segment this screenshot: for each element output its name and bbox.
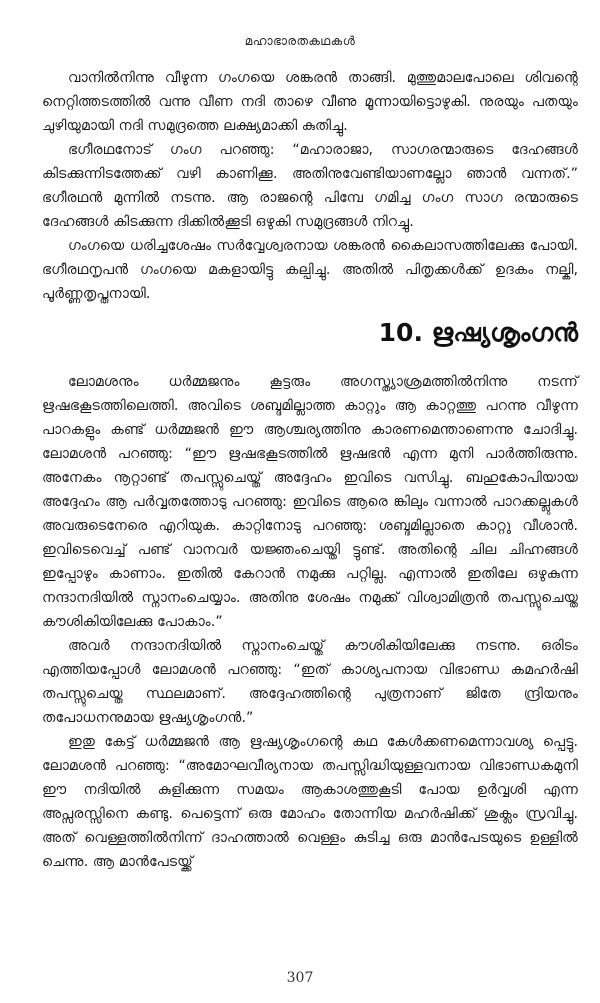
paragraph: അവർ നന്ദാനദിയിൽ സ്നാനംചെയ്ത് കൗശികിയിലേക്കു നടന്നു. ഒരിടം എത്തിയപ്പോൾ ലോമശൻ പറഞ്ഞു: “ഇത് കാശ്യപനായ വിഭാണ്ഡ കമഹർഷി തപസ്സുചെയ്ത സ്ഥലമാണ്. അദ്ദേഹത്തിന്റെ പുത്രനാണ് ജിതേ ന്ദ്രിയനും തപോധനനുമായ ഋഷ്യശൃംഗൻ.” — [42, 638, 578, 726]
page-number: 307 — [286, 970, 314, 986]
paragraph: ഭഗീരഥനോട് ഗംഗ പറഞ്ഞു: “മഹാരാജാ, സാഗരന്മാരുടെ ദേഹങ്ങൾ കിടക്കുന്നിടത്തേക്ക് വഴി കാണിക്കൂ. അതിനുവേണ്ടിയാണല്ലോ ഞാൻ വന്നത്.” ഭഗീരഥൻ മുന്നിൽ നടന്നു. ആ രാജന്റെ പിമ്പേ ഗമിച്ച ഗംഗ സാഗ രന്മാരുടെ ദേഹങ്ങൾ കിടക്കുന്ന ദിക്കിൽക്കൂടി ഒഴുകി സമുദ്രങ്ങൾ നിറച്ചു. — [42, 142, 578, 230]
paragraph: ഇതു കേട്ട് ധർമ്മജൻ ആ ഋഷ്യശൃംഗന്റെ കഥ കേൾക്കണമെന്നാവശ്യ പ്പെട്ടു. ലോമശൻ പറഞ്ഞു: “അമോഘവീര്യനായ തപസ്സിദ്ധിയുള്ളവനായ വിഭാണ്ഡകമുനി ഈ നദിയിൽ കുളിക്കുന്ന സമയം ആകാശത്തുകൂടി പോയ ഉർവ്വശി എന്ന അപ്സരസ്സിനെ കണ്ടു. പെട്ടെന്ന് ഒരു മോഹം തോന്നിയ മഹർഷിക്ക് ശുക്ലം സ്രവിച്ചു. അത് വെള്ളത്തിൽനിന്ന് ദാഹത്താൽ വെള്ളം കുടിച്ച ഒരു മാൻപേടയുടെ ഉള്ളിൽ ചെന്നു. ആ മാൻപേടയ്ക്ക് — [42, 734, 578, 870]
chapter-heading: 10. ഋഷ്യശൃംഗൻ — [378, 318, 578, 347]
paragraph: ലോമശനും ധർമ്മജനും കൂട്ടരും അഗസ്ത്യാശ്രമത്തിൽനിന്നു നടന്ന് ഋഷഭകൂടത്തിലെത്തി. അവിടെ ശബ്ദമില്ലാത്ത കാറ്റും ആ കാറ്റത്തു പറന്നു വീഴുന്ന പാറകളും കണ്ട് ധർമ്മജൻ ഈ ആശ്ചര്യത്തിനു കാരണമെന്താണെന്നു ചോദിച്ചു. ലോമശൻ പറഞ്ഞു: “ഈ ഋഷഭകൂടത്തിൽ ഋഷഭൻ എന്ന മുനി പാർത്തിരുന്നു. അനേകം നൂറ്റാണ്ട് തപസ്സുചെയ്ത് അദ്ദേഹം ഇവിടെ വസിച്ചു. ബഹുകോപിയായ അദ്ദേഹം ആ പർവ്വതത്തോടു പറഞ്ഞു: ഇവിടെ ആരെ ങ്കിലും വന്നാൽ പാറക്കല്ലുകൾ അവരുടെനേരെ എറിയുക. കാറ്റിനോടു പറഞ്ഞു: ശബ്ദമില്ലാതെ കാറ്റു വീശാൻ. ഇവിടെവെച്ച് പണ്ട് വാനവർ യജ്ഞംചെയ്തി ട്ടുണ്ട്. അതിന്റെ ചില ചിഹ്നങ്ങൾ ഇപ്പോഴും കാണാം. ഇതിൽ കേറാൻ നമുക്കു പറ്റില്ല. എന്നാൽ ഇതിലേ ഒഴുകുന്ന നന്ദാനദിയിൽ സ്നാനംചെയ്യാം. അതിനു ശേഷം നമുക്ക് വിശ്വാമിത്രൻ തപസ്സുചെയ്ത കൗശികിയിലേക്കു പോകാം.” — [42, 374, 578, 630]
chapter-body — [42, 370, 578, 874]
running-header: മഹാഭാരതകഥകൾ — [244, 34, 356, 48]
paragraph: ഗംഗയെ ധരിച്ചശേഷം സർവ്വേശ്വരനായ ശങ്കരൻ കൈലാസത്തിലേക്കു പോയി. ഭഗീരഥനൃപൻ ഗംഗയെ മകളായിട്ടു കല്പിച്ചു. അതിൽ പിതൃക്കൾക്ക് ഉദകം നല്കി, പൂർണ്ണതൃപ്തനായി. — [42, 238, 578, 302]
previous-chapter-ending — [42, 66, 578, 306]
paragraph: വാനിൽനിന്നു വീഴുന്ന ഗംഗയെ ശങ്കരൻ താങ്ങി. മുത്തുമാലപോലെ ശിവന്റെ നെറ്റിത്തടത്തിൽ വന്നു വീണ നദി താഴെ വീണു മൂന്നായിട്ടൊഴുകി. നുരയും പതയും ചുഴിയുമായി നദി സമുദ്രത്തെ ലക്ഷ്യമാക്കി കുതിച്ചു. — [42, 70, 578, 134]
